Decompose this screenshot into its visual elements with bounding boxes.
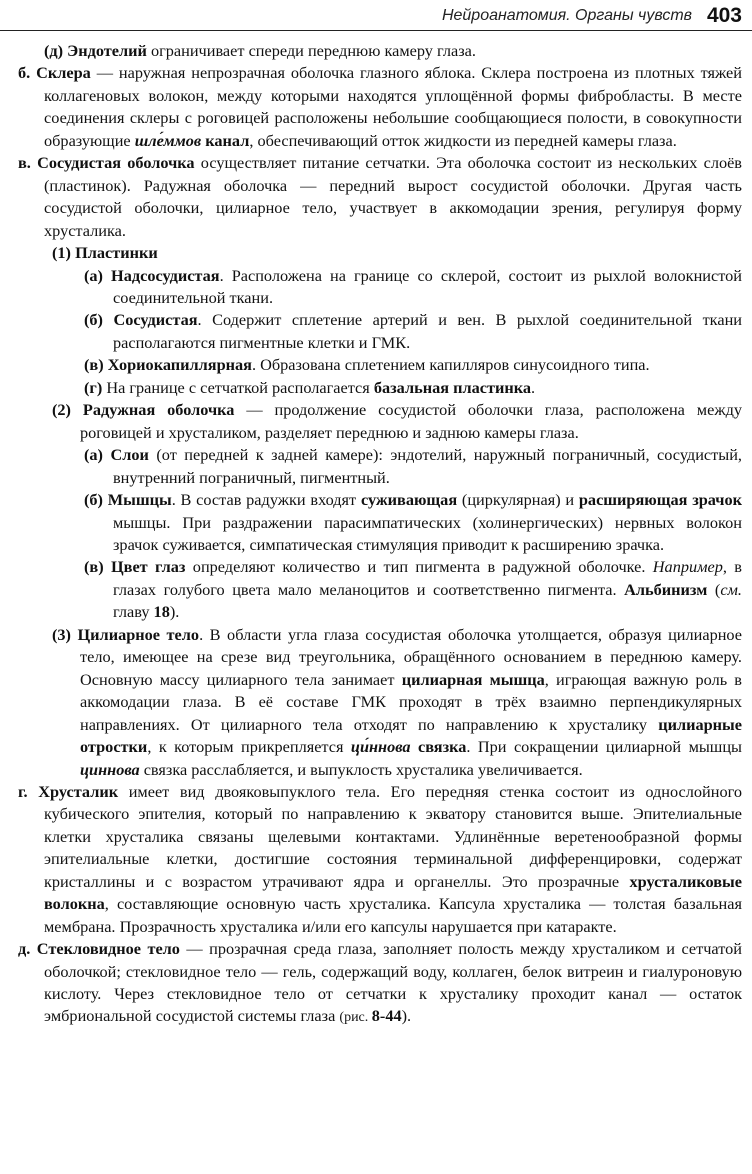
text-run: шле́ммов xyxy=(134,130,202,150)
text-run: цилиарные отростки xyxy=(80,714,742,757)
text-run: Цвет глаз xyxy=(111,557,186,577)
text-run: , составляющие основную часть хрусталика. Капсула хрусталика — толстая базальная мембрана. Прозрачность хрусталика и/или его капсулы нарушается при катаракте. xyxy=(44,894,742,936)
text-run: , обеспечивающий отток жидкости из передней камеры глаза. xyxy=(249,130,677,150)
text-run: , к которым прикрепляется xyxy=(147,737,351,757)
text-run: имеет вид двояковыпуклого тела. Его передняя стенка состоит из однослойного кубического эпителия, который по направлению к экватору становится выше. Эпителиальные клетки хрусталика связаны щелевыми контактами. Удлинённые веретенообразной формы эпителиальные клетки, достигшие состояния терминальной дифференцировки, содержат кристаллины и с возрастом утрачивают ядра и органеллы. Это прозрачные xyxy=(44,781,743,891)
text-run: связка xyxy=(410,737,467,757)
text-run: — наружная непрозрачная оболочка глазного яблока. Склера построена из плотных тяжей коллагеновых волокон, между которыми находятся уплощённой формы фибробласты. В месте соединения склеры с роговицей расположены небольшие сообщающиеся полости, в совокупности образующие xyxy=(44,63,742,150)
text-run: . При сокращении цилиарной мышцы xyxy=(466,737,742,757)
paragraph xyxy=(18,152,742,242)
text-run: см. xyxy=(720,579,742,599)
text-run: Слои xyxy=(110,445,149,465)
text-run: Хориокапиллярная xyxy=(107,355,252,375)
text-run: Мышцы xyxy=(107,490,172,510)
text-run: канал xyxy=(201,130,250,150)
text-run: ). xyxy=(401,1006,412,1026)
list-marker: б. xyxy=(18,63,37,83)
list-marker: (г) xyxy=(84,377,107,397)
text-run: ( xyxy=(707,579,721,599)
text-run: На границе с сетчаткой располагается xyxy=(106,377,374,397)
text-run: Надсосудистая xyxy=(111,265,220,285)
paragraph xyxy=(18,489,742,556)
text-run: . В области угла глаза сосудистая оболочка утолщается, образуя цилиарное тело, имеющее на срезе вид треугольника, обращённого основанием в переднюю камеру. Основную массу цилиарного тела занимает xyxy=(80,624,742,689)
paragraph xyxy=(18,377,742,399)
paragraph xyxy=(18,265,742,310)
paragraph xyxy=(18,444,742,489)
text-run: — продолжение сосудистой оболочки глаза, расположена между роговицей и хрусталиком, разделяет переднюю и заднюю камеры глаза. xyxy=(80,400,742,442)
paragraph xyxy=(18,309,742,354)
text-run: ограничивает спереди переднюю камеру глаза. xyxy=(146,41,476,60)
text-run: связка расслабляется, и выпуклость хрусталика увеличивается. xyxy=(139,759,583,779)
paragraph xyxy=(18,354,742,376)
text-run: Эндотелий xyxy=(67,41,147,60)
text-run: . xyxy=(531,377,536,397)
paragraph xyxy=(18,781,742,938)
list-marker: (в) xyxy=(84,355,108,375)
text-run: — прозрачная среда глаза, заполняет полость между хрусталиком и сетчатой оболочкой; стекловидное тело — гель, содержащий воду, коллаген, белок витреин и гиалуроновую кислоту. Через стекловидное тело от сетчатки к хрусталику проходит канал — остаток эмбриональной сосудистой системы глаза xyxy=(44,939,742,1026)
list-marker: в. xyxy=(18,153,38,173)
text-run: , играющая важную роль в аккомодации глаза. В её составе ГМК проходят в трёх взаимно перпендикулярных направлениях. От цилиарного тела отходят по направлению к хрусталику xyxy=(80,669,742,734)
text-run: . Расположена на границе со склерой, состоит из рыхлой волокнистой соединительной ткани. xyxy=(113,265,742,307)
text-run: (рис. xyxy=(339,1010,372,1026)
paragraph xyxy=(18,399,742,444)
text-run: Например xyxy=(652,557,723,577)
text-run: Сосудистая xyxy=(113,310,198,330)
text-run: , в глазах голубого цвета мало меланоцитов и соответственно пигмента. xyxy=(113,557,742,599)
text-run: главу xyxy=(113,602,154,622)
text-run: ). xyxy=(169,602,180,622)
text-run: расширяющая зрачок xyxy=(578,490,742,510)
page-number: 403 xyxy=(706,4,742,27)
text-run: циннова xyxy=(80,759,140,779)
text-run: осуществляет питание сетчатки. Эта оболочка состоит из нескольких слоёв (пластинок). Радужная оболочка — передний вырост сосудистой оболочки. Другая часть сосудистой оболочки, цилиарное тело, участвует в аккомодации зрения, регулируя форму хрусталика. xyxy=(44,153,742,240)
list-marker: (3) xyxy=(52,624,78,644)
page-body xyxy=(18,40,742,1030)
text-run: 18 xyxy=(153,602,170,622)
text-run: Хрусталик xyxy=(38,781,119,801)
paragraph xyxy=(18,62,742,152)
text-run: определяют количество и тип пигмента в радужной оболочке. xyxy=(185,557,653,577)
text-run: мышцы. При раздражении парасимпатических (холинергических) нервных волокон зрачок суживается, симпатическая стимуляция приводит к расширению зрачка. xyxy=(113,512,742,554)
paragraph xyxy=(18,242,742,264)
text-run: . В состав радужки входят xyxy=(171,490,361,510)
paragraph xyxy=(18,40,742,62)
paragraph xyxy=(18,624,742,781)
text-run: Стекловидное тело xyxy=(36,939,180,959)
paragraph xyxy=(18,938,742,1030)
list-marker: (в) xyxy=(84,557,111,577)
text-run: Пластинки xyxy=(75,243,158,263)
text-run: . Содержит сплетение артерий и вен. В рыхлой соединительной ткани располагаются пигментные клетки и ГМК. xyxy=(113,310,742,352)
paragraph xyxy=(18,556,742,623)
text-run: 8-44 xyxy=(371,1006,402,1026)
text-run: . Образована сплетением капилляров синусоидного типа. xyxy=(251,355,650,375)
text-run: хрусталиковые волокна xyxy=(44,871,742,914)
text-run: Альбинизм xyxy=(624,579,708,599)
list-marker: (1) xyxy=(52,243,76,263)
text-run: Цилиарное тело xyxy=(77,624,200,644)
text-run: цилиарная мышца xyxy=(401,669,545,689)
text-run: Радужная оболочка xyxy=(82,400,235,420)
running-header-title: Нейроанатомия. Органы чувств xyxy=(441,7,692,24)
list-marker: (а) xyxy=(84,445,111,465)
list-marker: г. xyxy=(18,781,39,801)
list-marker: (2) xyxy=(52,400,83,420)
list-marker: (б) xyxy=(84,490,108,510)
text-run: суживающая xyxy=(360,490,458,510)
text-run: (циркулярная) и xyxy=(457,490,579,510)
page-header xyxy=(0,0,752,31)
list-marker: (а) xyxy=(84,265,112,285)
text-run: базальная пластинка xyxy=(373,377,532,397)
list-marker: (б) xyxy=(84,310,114,330)
text-run: ци́ннова xyxy=(350,737,411,757)
list-marker: (д) xyxy=(44,41,68,60)
text-run: (от передней к задней камере): эндотелий, наружный пограничный, сосудистый, внутренний пограничный, пигментный. xyxy=(113,445,742,487)
text-run: Сосудистая оболочка xyxy=(37,153,195,173)
list-marker: д. xyxy=(18,939,37,959)
text-run: Склера xyxy=(36,63,91,83)
